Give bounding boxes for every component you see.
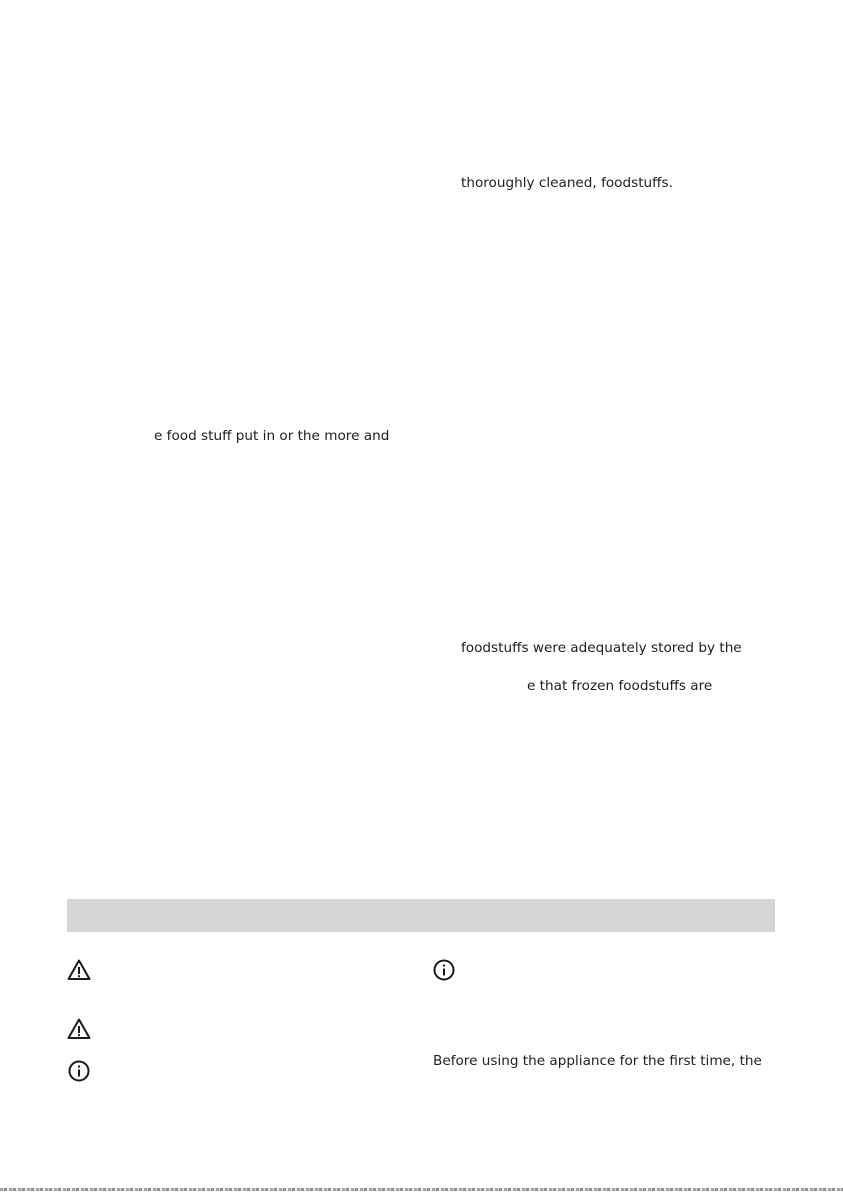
text-line: e food stuff put in or the more and [154, 428, 390, 444]
section-header-bar [67, 899, 775, 932]
text-line: Before using the appliance for the first time, the [433, 1053, 762, 1069]
warning-triangle-icon [67, 958, 91, 982]
page-bottom-edge [0, 1188, 843, 1191]
info-circle-icon [432, 958, 456, 982]
info-circle-icon [67, 1059, 91, 1083]
warning-triangle-icon [67, 1017, 91, 1041]
text-line: thoroughly cleaned, foodstuffs. [461, 175, 673, 191]
text-line: foodstuffs were adequately stored by the [461, 640, 742, 656]
text-line: e that frozen foodstuffs are [527, 678, 713, 694]
